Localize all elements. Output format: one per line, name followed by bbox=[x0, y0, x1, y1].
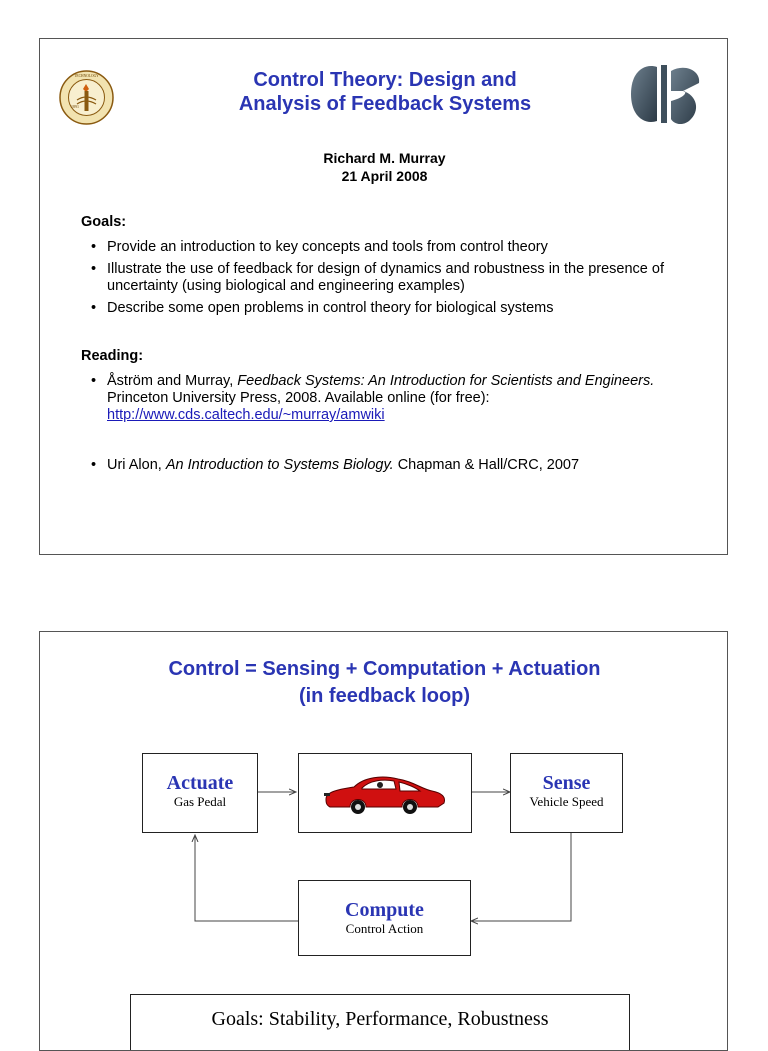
goals-text: Goals: Stability, Performance, Robustness bbox=[211, 1008, 549, 1030]
list-item: • Provide an introduction to key concepts and tools from control theory bbox=[91, 239, 548, 255]
amwiki-link[interactable]: http://www.cds.caltech.edu/~murray/amwiki bbox=[107, 407, 385, 423]
list-item: • Describe some open problems in control theory for biological systems bbox=[91, 300, 554, 316]
slide-1 bbox=[39, 38, 728, 555]
actuate-label: Actuate bbox=[166, 772, 234, 794]
goals-list bbox=[81, 239, 671, 322]
title-line-1: Control = Sensing + Computation + Actuation bbox=[168, 658, 601, 680]
sense-label: Sense bbox=[542, 772, 591, 794]
title-line-2: (in feedback loop) bbox=[298, 685, 471, 707]
caltech-seal-icon bbox=[59, 70, 114, 125]
book-title: An Introduction to Systems Biology. bbox=[165, 457, 394, 473]
book-title: Feedback Systems: An Introduction for Scientists and Engineers. bbox=[237, 373, 655, 389]
svg-text:TECHNOLOGY: TECHNOLOGY bbox=[74, 74, 99, 78]
actuate-box bbox=[142, 753, 258, 833]
reading-list-2 bbox=[81, 457, 671, 479]
car-icon bbox=[320, 769, 450, 819]
title-line-1: Control Theory: Design and bbox=[253, 69, 517, 91]
title-line-2: Analysis of Feedback Systems bbox=[238, 93, 532, 115]
list-item: • Illustrate the use of feedback for design of dynamics and robustness in the presence of uncertainty (using biological and engineering examples) bbox=[91, 261, 664, 294]
sense-box bbox=[510, 753, 623, 833]
author-name: Richard M. Murray bbox=[323, 150, 446, 166]
reading-heading: Reading: bbox=[81, 348, 144, 364]
feedback-loop-arrows bbox=[40, 632, 728, 1051]
goals-heading: Goals: bbox=[81, 214, 127, 230]
list-item: • Åström and Murray, Feedback Systems: An Introduction for Scientists and Engineers. Princeton University Press, 2008. Available online (for free): http://www.cds.caltech.edu/~murray/amwiki bbox=[91, 373, 655, 423]
slide-2 bbox=[39, 631, 728, 1051]
vehicle-box bbox=[298, 753, 472, 833]
reading-list bbox=[81, 373, 671, 429]
goals-box bbox=[130, 994, 630, 1051]
list-item: • Uri Alon, An Introduction to Systems Biology. Chapman & Hall/CRC, 2007 bbox=[91, 457, 580, 473]
slide-title bbox=[180, 68, 590, 116]
author-block bbox=[40, 149, 728, 185]
actuate-sublabel: Gas Pedal bbox=[173, 794, 227, 809]
cds-logo-icon bbox=[627, 61, 703, 127]
svg-text:1891: 1891 bbox=[71, 104, 79, 109]
date: 21 April 2008 bbox=[341, 168, 428, 184]
compute-label: Compute bbox=[345, 899, 424, 921]
sense-sublabel: Vehicle Speed bbox=[529, 794, 604, 809]
compute-sublabel: Control Action bbox=[345, 921, 424, 936]
compute-box bbox=[298, 880, 471, 956]
